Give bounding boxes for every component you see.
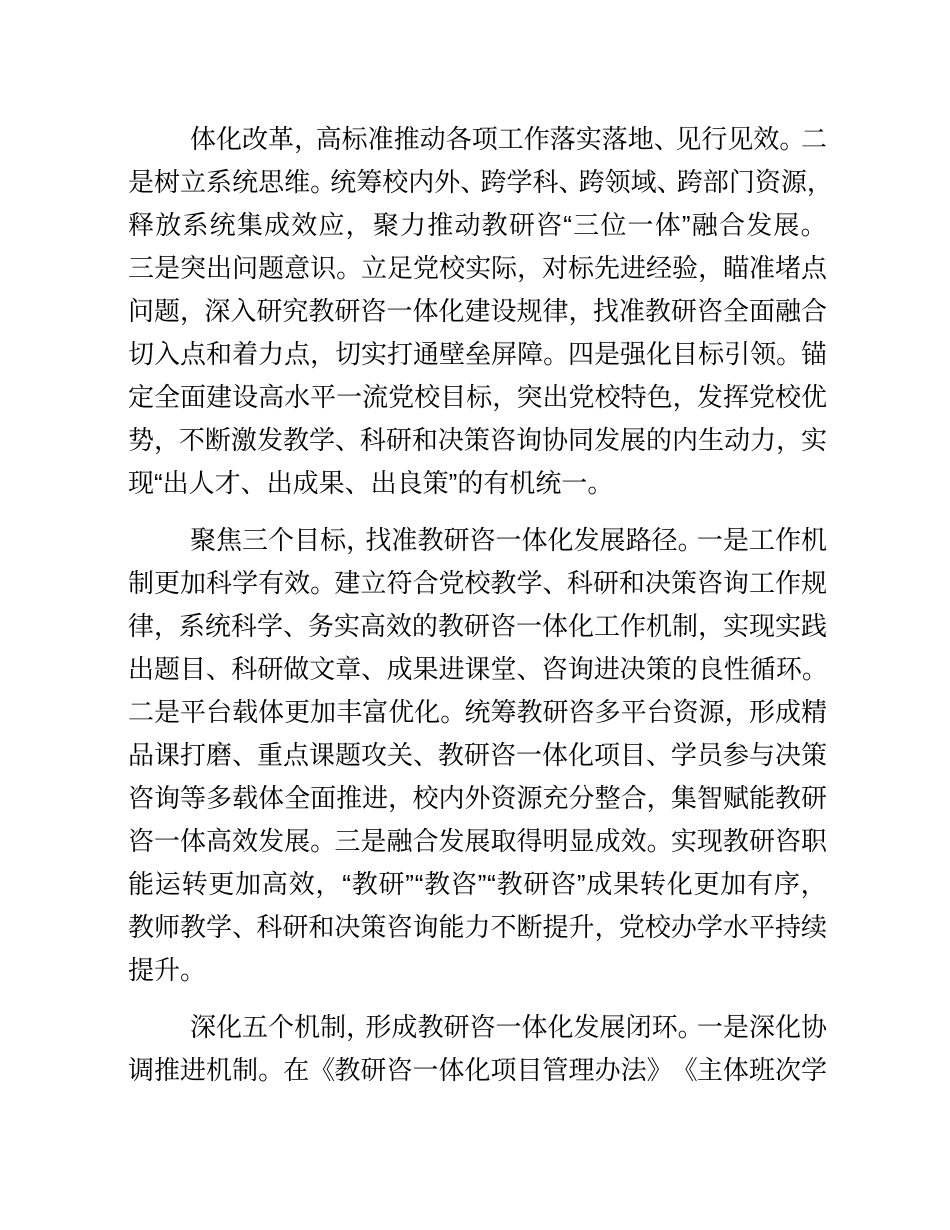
document-text-block [128, 118, 833, 1092]
text-line: 释 放 系 统 集 成 效 应 ， 聚 力 推 动 教 研 咨 “ 三 位 一 体 ” 融 合 发 展 。 [128, 210, 827, 240]
text-line: 三 是 突 出 问 题 意 识 。 立 足 党 校 实 际 ， 对 标 先 进 经 验 ， 瞄 准 堵 点 [128, 253, 827, 283]
paragraph [128, 1006, 827, 1092]
text-line: 品 课 打 磨 、 重 点 课 题 攻 关 、 教 研 咨 一 体 化 项 目 、 学 员 参 与 决 策 [128, 740, 827, 770]
text-line: 调 推 进 机 制 。 在 《 教 研 咨 一 体 化 项 目 管 理 办 法 》 《 主 体 班 次 学 [128, 1055, 827, 1085]
text-line: 定 全 面 建 设 高 水 平 一 流 党 校 目 标 ， 突 出 党 校 特 色 ， 发 挥 党 校 优 [128, 382, 827, 412]
text-line: 切 入 点 和 着 力 点 ， 切 实 打 通 壁 垒 屏 障 。 四 是 强 化 目 标 引 领 。 锚 [128, 339, 827, 369]
text-line: 问 题 ， 深 入 研 究 教 研 咨 一 体 化 建 设 规 律 ， 找 准 教 研 咨 全 面 融 合 [128, 296, 827, 326]
text-line: 二 是 平 台 载 体 更 加 丰 富 优 化 。 统 筹 教 研 咨 多 平 台 资 源 ， 形 成 精 [128, 697, 827, 727]
text-line: 深 化 五 个 机 制 ， 形 成 教 研 咨 一 体 化 发 展 闭 环 。 一 是 深 化 协 [128, 1006, 827, 1049]
text-line: 教 师 教 学 、 科 研 和 决 策 咨 询 能 力 不 断 提 升 ， 党 校 办 学 水 平 持 续 [128, 912, 827, 942]
first-line-indent [128, 1027, 190, 1028]
text-line: 是 树 立 系 统 思 维 。 统 筹 校 内 外 、 跨 学 科 、 跨 领 域 、 跨 部 门 资 源 ， [128, 167, 833, 197]
text-line: 出 题 目 、 科 研 做 文 章 、 成 果 进 课 堂 、 咨 询 进 决 策 的 良 性 循 环 。 [128, 654, 828, 684]
paragraph [128, 519, 827, 992]
text-line: 体 化 改 革 ， 高 标 准 推 动 各 项 工 作 落 实 落 地 、 见 行 见 效 。 二 [128, 118, 827, 161]
text-line: 提升。 [128, 955, 207, 985]
text-line: 现“出人才、出成果、出良策”的有机统一。 [128, 468, 614, 498]
text-line: 能 运 转 更 加 高 效 ， “ 教 研 ” “ 教 咨 ” “ 教 研 咨 ” 成 果 转 化 更 加 有 序 ， [128, 869, 827, 899]
text-line: 咨 询 等 多 载 体 全 面 推 进 ， 校 内 外 资 源 充 分 整 合 ， 集 智 赋 能 教 研 [128, 783, 827, 813]
first-line-indent [128, 540, 190, 541]
first-line-indent [128, 139, 190, 140]
text-line: 制 更 加 科 学 有 效 。 建 立 符 合 党 校 教 学 、 科 研 和 决 策 咨 询 工 作 规 [128, 568, 827, 598]
paragraph [128, 118, 833, 505]
text-line: 律 ， 系 统 科 学 、 务 实 高 效 的 教 研 咨 一 体 化 工 作 机 制 ， 实 现 实 践 [128, 611, 827, 641]
text-line: 势 ， 不 断 激 发 教 学 、 科 研 和 决 策 咨 询 协 同 发 展 的 内 生 动 力 ， 实 [128, 425, 827, 455]
text-line: 咨 一 体 高 效 发 展 。 三 是 融 合 发 展 取 得 明 显 成 效 。 实 现 教 研 咨 职 [128, 826, 827, 856]
text-line: 聚 焦 三 个 目 标 ， 找 准 教 研 咨 一 体 化 发 展 路 径 。 一 是 工 作 机 [128, 519, 827, 562]
